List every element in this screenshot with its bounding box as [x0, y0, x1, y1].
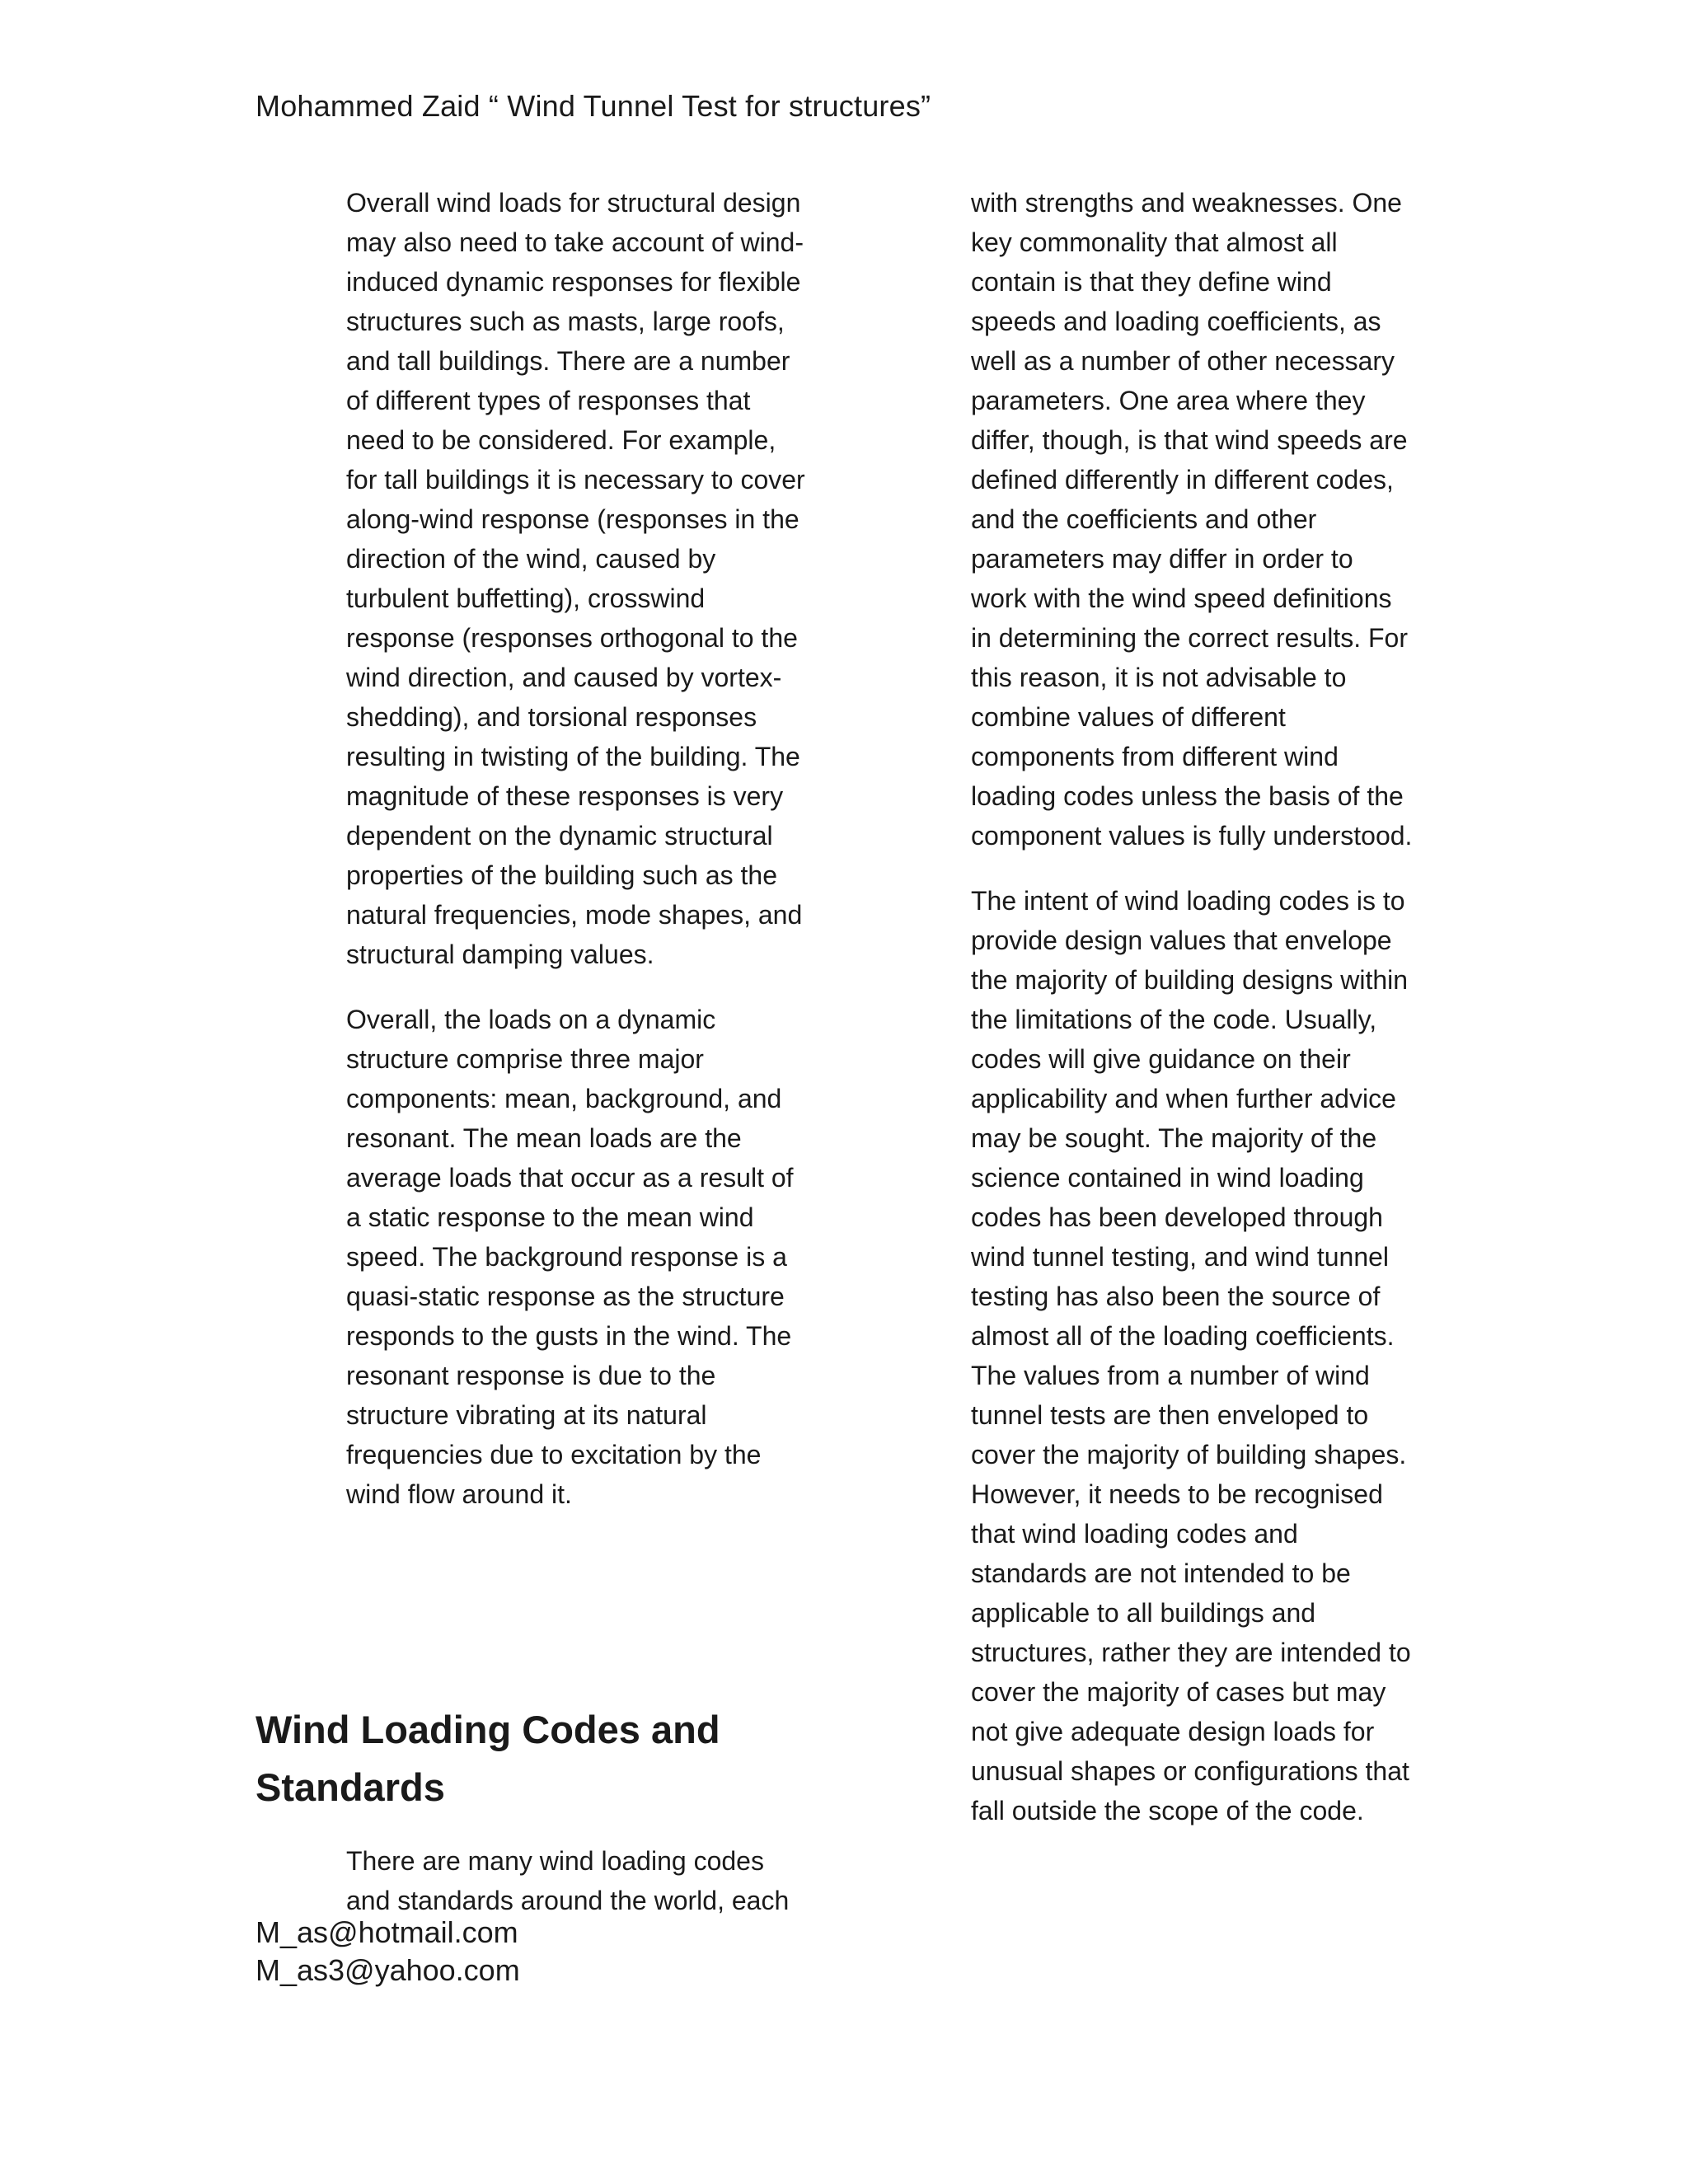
paragraph-code-intent: The intent of wind loading codes is to provide design values that envelope the majority of building designs within the limitations of the code. Usually, codes will give guidance on their applicability and when further advice may be sought. The majority of the science contained in wind loading codes has been developed through wind tunnel testing, and wind tunnel testing has also been the source of almost all of the loading coefficients. The values from a number of wind tunnel tests are then enveloped to cover the majority of building shapes. However, it needs to be recognised that wind loading codes and standards are not intended to be applicable to all buildings and structures, rather they are intended to cover the majority of cases but may not give adequate design loads for unusual shapes or configurations that fall outside the scope of the code.: [971, 886, 1411, 1825]
email-hotmail: M_as@hotmail.com: [256, 1915, 518, 1949]
paragraph-dynamic-responses: Overall wind loads for structural design may also need to take account of wind-induced dynamic responses for flexible structures such as masts, large roofs, and tall buildings. There are a number of different types of responses that need to be considered. For example, for tall buildings it is necessary to cover along-wind response (responses in the direction of the wind, caused by turbulent buffetting), crosswind response (responses orthogonal to the wind direction, and caused by vortex-shedding), and torsional responses resulting in twisting of the building. The magnitude of these responses is very dependent on the dynamic structural properties of the building such as the natural frequencies, mode shapes, and structural damping values.: [346, 188, 805, 969]
right-column: [971, 183, 1416, 1830]
section-intro-paragraph: There are many wind loading codes and standards around the world, each: [346, 1846, 790, 1915]
page-header: Mohammed Zaid “ Wind Tunnel Test for structures”: [256, 89, 931, 123]
paragraph-load-components: Overall, the loads on a dynamic structure comprise three major components: mean, background, and resonant. The mean loads are the average loads that occur as a result of a static response to the mean wind speed. The background response is a quasi-static response as the structure responds to the gusts in the wind. The resonant response is due to the structure vibrating at its natural frequencies due to excitation by the wind flow around it.: [346, 1005, 794, 1509]
section-heading: Wind Loading Codes and Standards: [256, 1708, 720, 1809]
page-footer: [256, 1914, 520, 1990]
paragraph-code-commonality: with strengths and weaknesses. One key commonality that almost all contain is that they define wind speeds and loading coefficients, as well as a number of other necessary parameters. One area where they differ, though, is that wind speeds are defined differently in different codes, and the coefficients and other parameters may differ in order to work with the wind speed definitions in determining the correct results. For this reason, it is not advisable to combine values of different components from different wind loading codes unless the basis of the component values is fully understood.: [971, 188, 1413, 851]
email-yahoo: M_as3@yahoo.com: [256, 1953, 520, 1987]
left-column: [346, 183, 808, 1514]
